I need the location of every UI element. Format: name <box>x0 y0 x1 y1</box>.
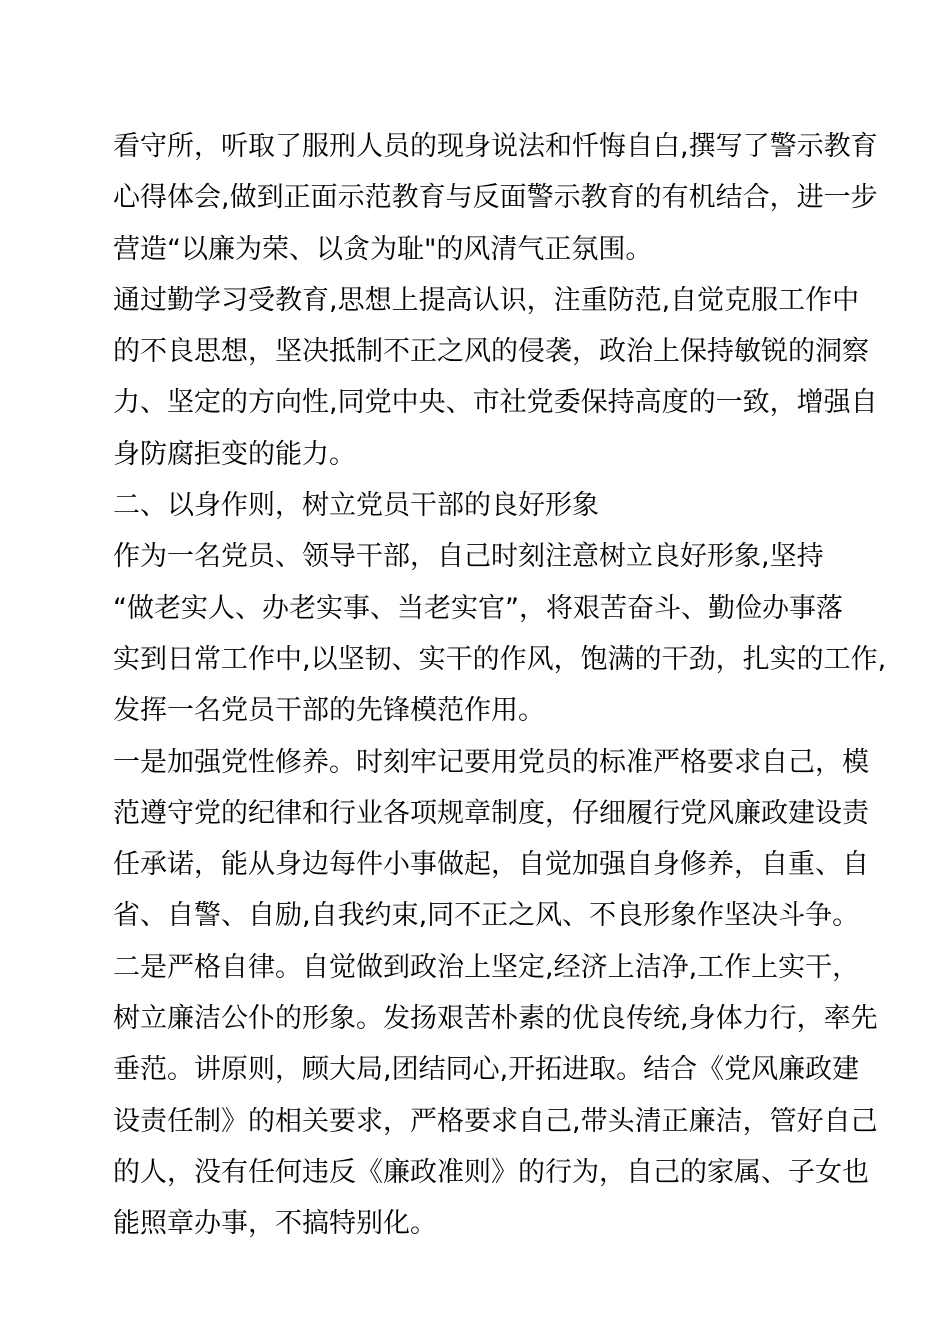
text-line: 看守所，听取了服刑人员的现身说法和忏悔自白,撰写了警示教育 <box>113 131 878 162</box>
section-heading: 二、以身作则，树立党员干部的良好形象 <box>113 490 599 522</box>
text-line: 的人，没有任何违反《廉政准则》的行为，自己的家属、子女也 <box>113 1156 869 1188</box>
text-line: 垂范。讲原则，顾大局,团结同心,开拓进取。结合《党风廉政建 <box>113 1054 860 1086</box>
text-line: 营造“以廉为荣、以贪为耻"的风清气正氛围。 <box>113 233 653 265</box>
text-line: 任承诺，能从身边每件小事做起，自觉加强自身修养，自重、自 <box>113 849 869 881</box>
text-line: 力、坚定的方向性,同党中央、市社党委保持高度的一致，增强自 <box>113 387 878 419</box>
text-line: 树立廉洁公仆的形象。发扬艰苦朴素的优良传统,身体力行，率先 <box>113 1003 878 1035</box>
text-line: 实到日常工作中,以坚韧、实干的作风，饱满的干劲，扎实的工作, <box>113 643 887 675</box>
document-body <box>113 121 887 1250</box>
text-line: 范遵守党的纪律和行业各项规章制度，仔细履行党风廉政建设责 <box>113 797 869 829</box>
text-line: 心得体会,做到正面示范教育与反面警示教育的有机结合，进一步 <box>113 182 878 214</box>
text-line: 的不良思想，坚决抵制不正之风的侵袭，政治上保持敏锐的洞察 <box>113 336 869 368</box>
text-line: 发挥一名党员干部的先锋模范作用。 <box>113 695 545 727</box>
text-line: 一是加强党性修养。时刻牢记要用党员的标准严格要求自己，模 <box>113 746 869 778</box>
text-line: 作为一名党员、领导干部，自己时刻注意树立良好形象,坚持 <box>113 541 824 573</box>
text-line: 设责任制》的相关要求，严格要求自己,带头清正廉洁，管好自己 <box>113 1105 878 1137</box>
text-line: “做老实人、办老实事、当老实官”，将艰苦奋斗、勤俭办事落 <box>113 592 843 624</box>
text-line: 身防腐拒变的能力。 <box>113 438 356 470</box>
text-line: 能照章办事，不搞特别化。 <box>113 1208 437 1240</box>
text-line: 通过勤学习受教育,思想上提高认识，注重防范,自觉克服工作中 <box>113 284 860 316</box>
text-line: 省、自警、自励,自我约束,同不正之风、不良形象作坚决斗争。 <box>113 900 860 932</box>
text-line: 二是严格自律。自觉做到政治上坚定,经济上洁净,工作上实干， <box>113 951 860 983</box>
